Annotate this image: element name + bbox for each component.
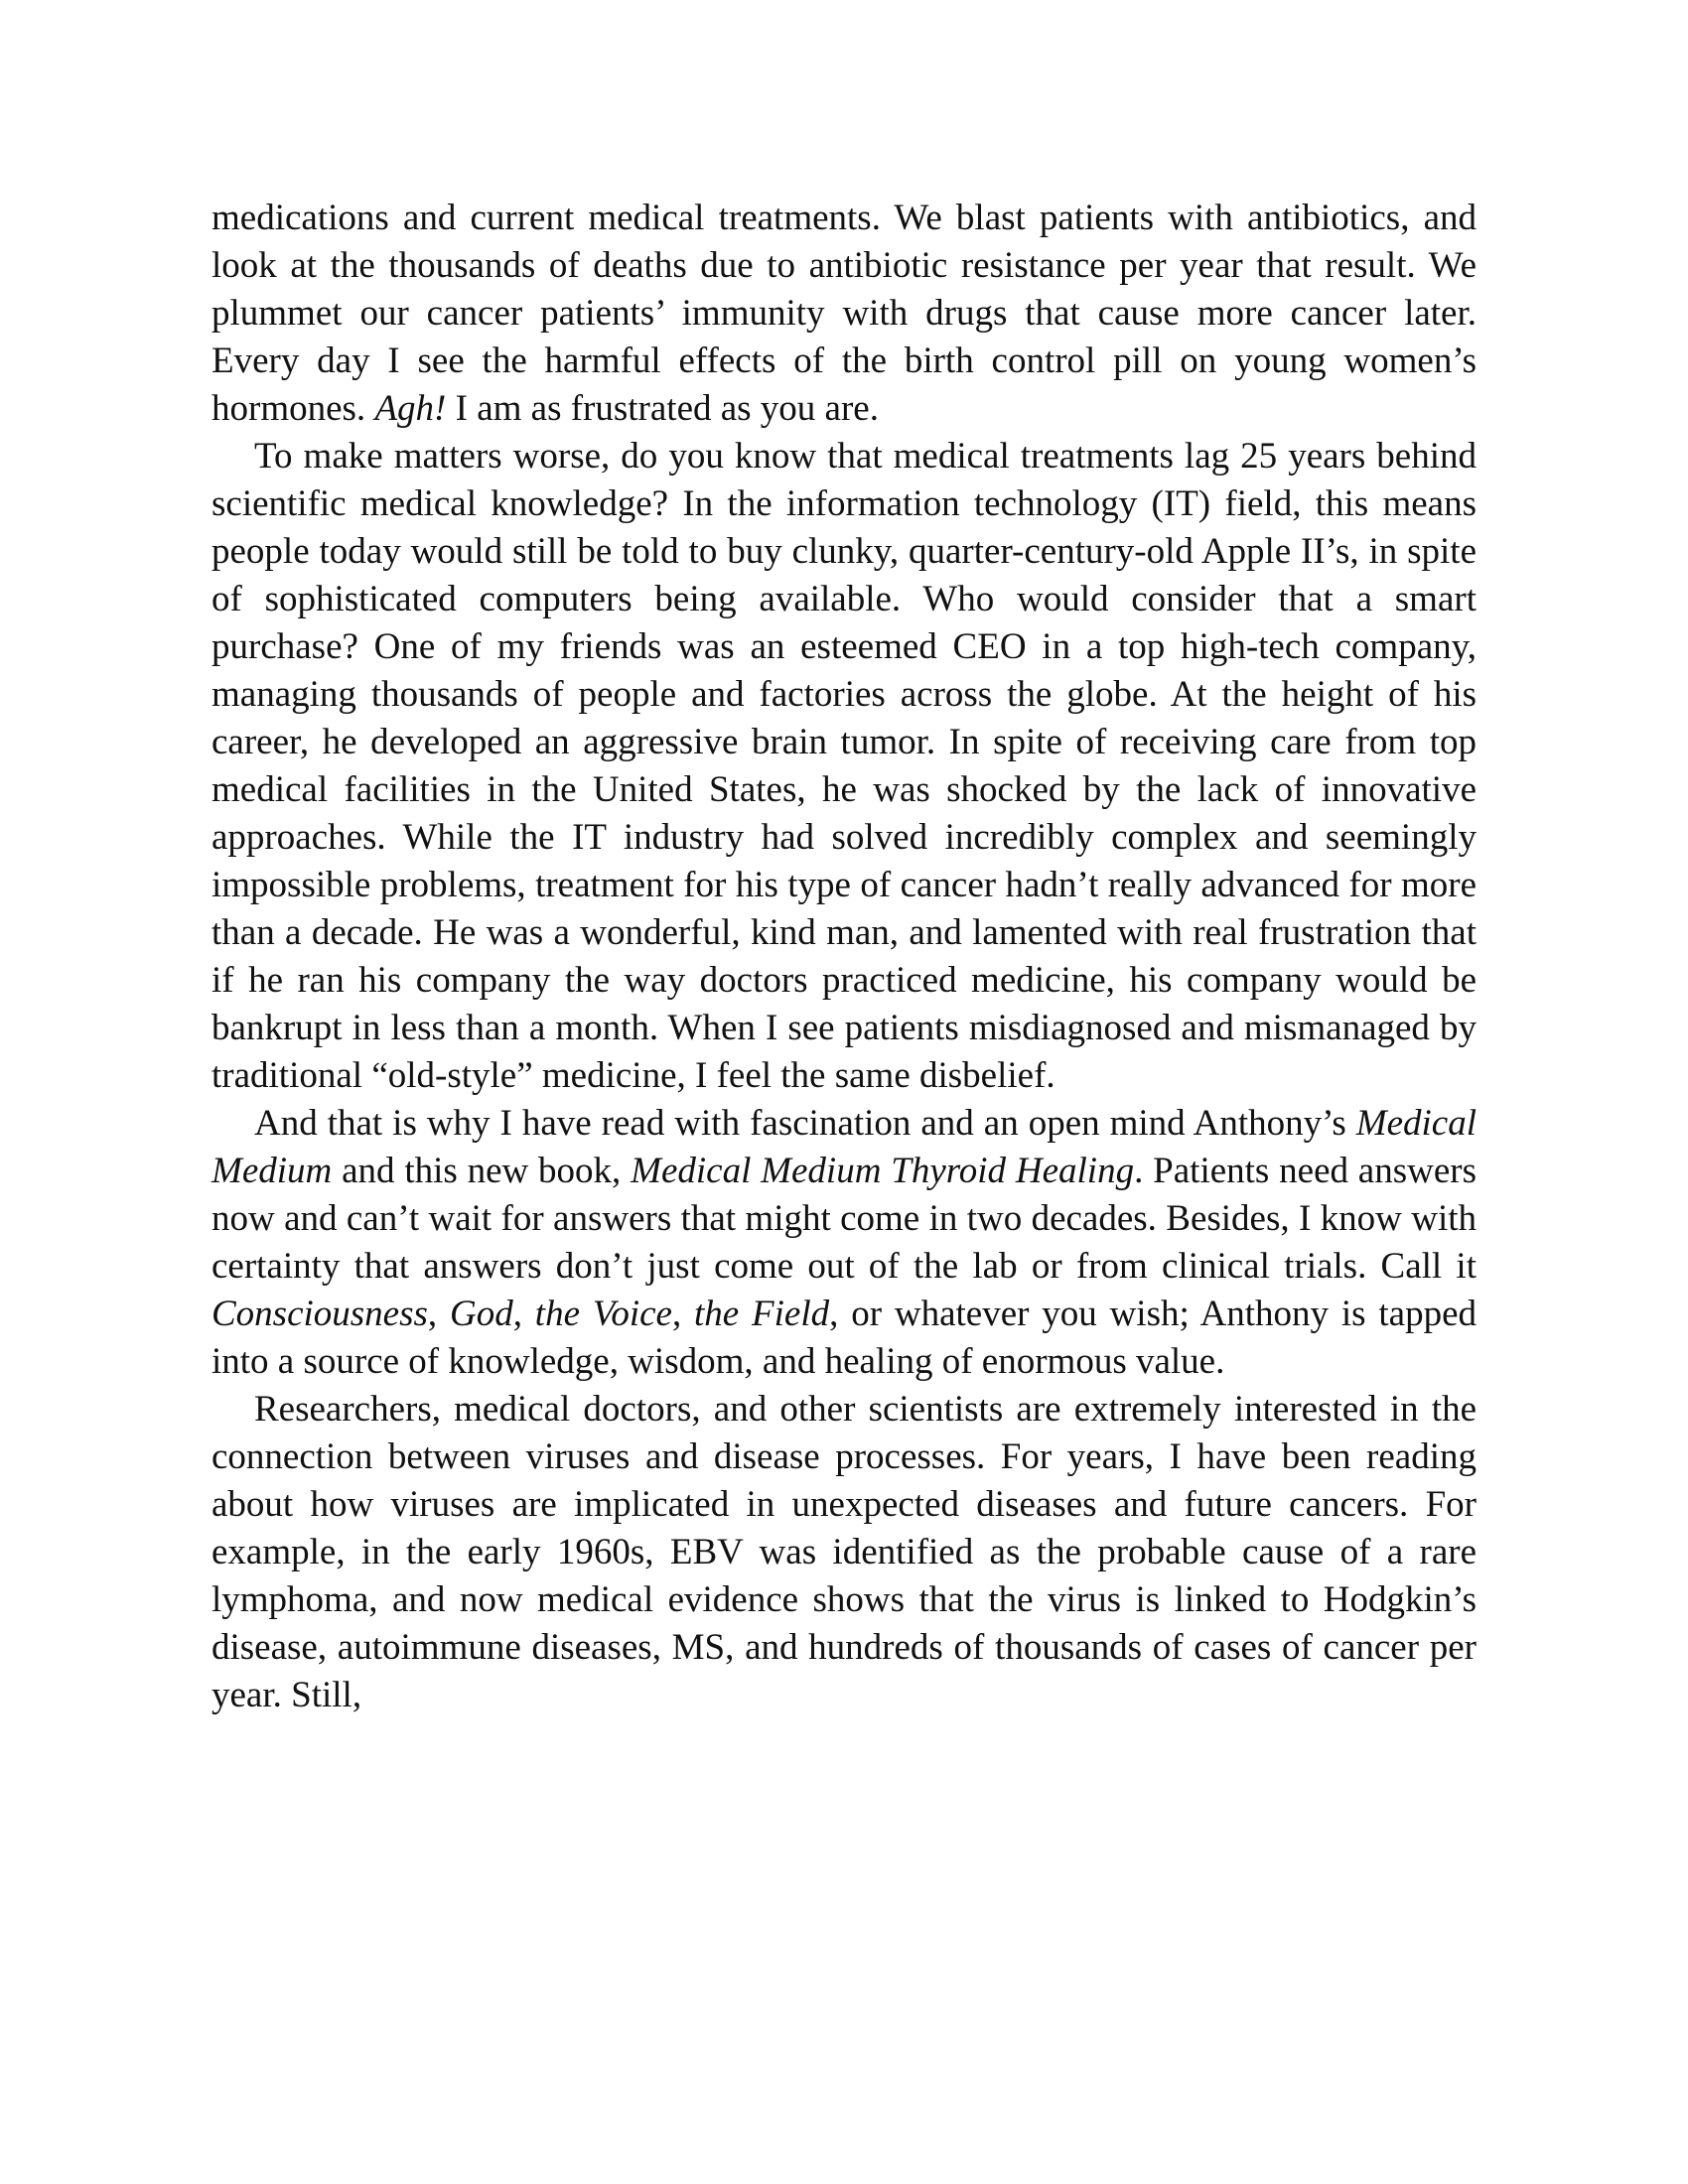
paragraph-text: . Patients need answers now and can’t wait for answers that might come in two decades. Besides, I know with certainty that answers don’t just come out of the lab or from clinical trials. Call it <box>211 1151 1477 1287</box>
italic-text: God <box>449 1294 513 1334</box>
paragraph-text: medications and current medical treatments. We blast patients with antibiotics, and look at the thousands of deaths due to antibiotic resistance per year that result. We plummet our cancer patients’ immunity with drugs that cause more cancer later. Every day I see the harmful effects of the birth control pill on young women’s hormones. <box>211 198 1477 429</box>
italic-text: the Voice <box>534 1294 672 1334</box>
paragraph-text: And that is why I have read with fascination and an open mind Anthony’s <box>254 1103 1356 1144</box>
punctuation-text: , <box>512 1294 535 1334</box>
paragraph-2 <box>211 433 1477 1100</box>
italic-text: Agh! <box>374 388 447 429</box>
italic-text: Consciousness <box>211 1294 428 1334</box>
paragraph-text: To make matters worse, do you know that medical treatments lag 25 years behind scientific medical knowledge? In the information technology (IT) field, this means people today would still be told to buy clunky, quarter-century-old Apple II’s, in spite of sophisticated computers being available. Who would consider that a smart purchase? One of my friends was an esteemed CEO in a top high-tech company, managing thousands of people and factories across the globe. At the height of his career, he developed an aggressive brain tumor. In spite of receiving care from top medical facilities in the United States, he was shocked by the lack of innovative approaches. While the IT industry had solved incredibly complex and seemingly impossible problems, treatment for his type of cancer hadn’t really advanced for more than a decade. He was a wonderful, kind man, and lamented with real frustration that if he ran his company the way doctors practiced medicine, his company would be bankrupt in less than a month. When I see patients misdiagnosed and mismanaged by traditional “old-style” medicine, I feel the same disbelief. <box>211 436 1477 1096</box>
punctuation-text: , <box>427 1294 450 1334</box>
paragraph-text: Researchers, medical doctors, and other scientists are extremely interested in the connection between viruses and disease processes. For years, I have been reading about how viruses are implicated in unexpected diseases and future cancers. For example, in the early 1960s, EBV was identified as the probable cause of a rare lymphoma, and now medical evidence shows that the virus is linked to Hodgkin’s disease, autoimmune diseases, MS, and hundreds of thousands of cases of cancer per year. Still, <box>211 1389 1477 1715</box>
page-body <box>211 195 1477 1719</box>
paragraph-text: , or whatever you wish; Anthony is tapped into a source of knowledge, wisdom, and healing of enormous value. <box>211 1294 1477 1382</box>
book-title-text: Medical Medium <box>211 1103 1477 1191</box>
paragraph-3 <box>211 1100 1477 1386</box>
paragraph-text: and this new book, <box>332 1151 632 1191</box>
punctuation-text: , <box>671 1294 695 1334</box>
italic-text: the Field <box>694 1294 830 1334</box>
paragraph-1 <box>211 195 1477 433</box>
paragraph-4 <box>211 1386 1477 1719</box>
book-title-text: Medical Medium Thyroid Healing <box>631 1151 1135 1191</box>
paragraph-text: I am as frustrated as you are. <box>446 388 879 429</box>
